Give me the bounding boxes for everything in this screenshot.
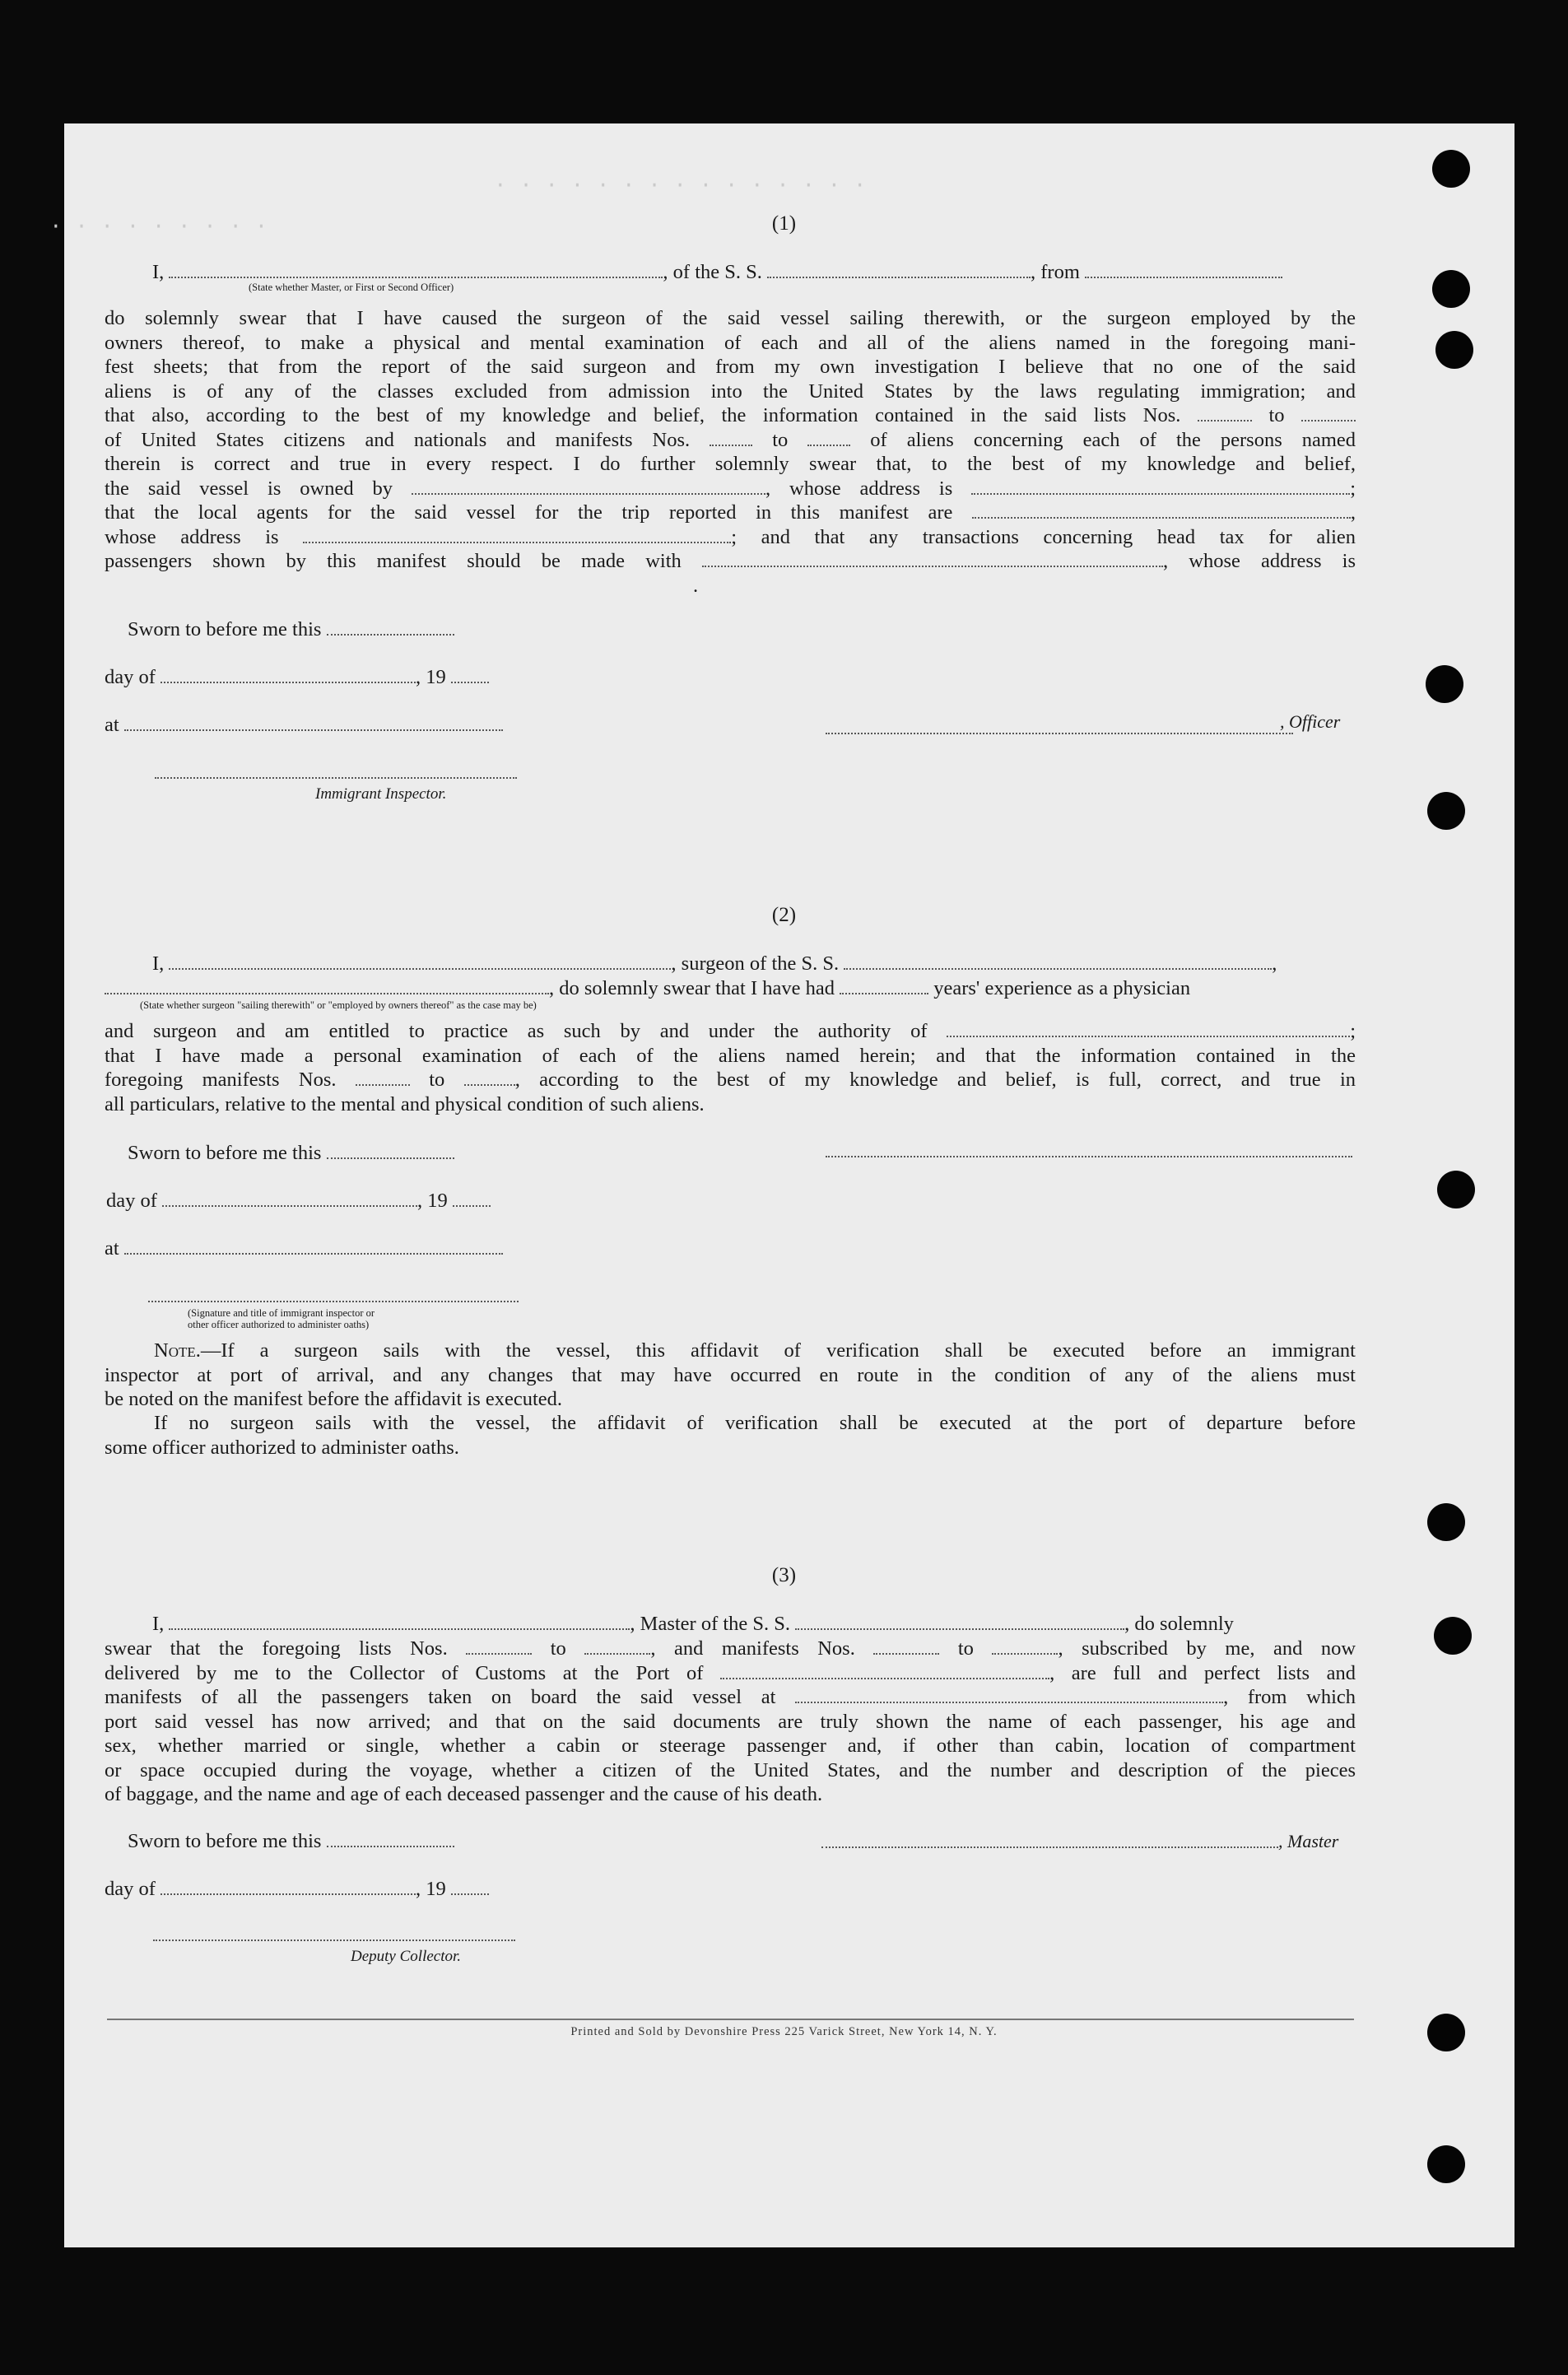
s1-sworn: Sworn to before me this	[128, 617, 454, 642]
section-1-heading: (1)	[771, 212, 797, 235]
s3-line-1: I, , Master of the S. S. , do solemnly	[152, 1613, 1234, 1635]
s3-paragraph: swear that the foregoing lists Nos. to , and manifests Nos. to , subscribed by me, and now delivered by me to the Collector of Customs at the Port of , are full and perfect lists and manifests of all the passengers taken on board the said vessel at , from which port said vessel has now arrived; and that on the said documents are truly shown the name of each passenger, his age and sex, whether married or single, whether a cabin or steerage passenger and, if other than cabin, location of compartment or space occupied during the voyage, whether a citizen of the United States, and the number and description of the pieces of baggage, and the name and age of each deceased passenger and the cause of his death.	[105, 1637, 1356, 1805]
inspector-signature-line	[148, 1301, 519, 1302]
s2-line-2: , do solemnly swear that I have had years' experience as a physician	[105, 976, 1190, 1001]
s1-day-of: day of , 19	[105, 665, 489, 690]
signature-note-2: other officer authorized to administer oaths)	[188, 1319, 370, 1330]
s2-at: at	[105, 1236, 503, 1261]
section-2-heading: (2)	[771, 904, 797, 926]
bleed-through-text: · · · · · · · · ·	[49, 214, 268, 239]
s2-day-of: day of , 19	[106, 1189, 491, 1213]
printer-credit: Printed and Sold by Devonshire Press 225 Varick Street, New York 14, N. Y.	[570, 2025, 998, 2038]
section-3-heading: (3)	[771, 1564, 797, 1586]
collector-label: Deputy Collector.	[351, 1948, 462, 1965]
punch-hole	[1427, 1503, 1465, 1541]
punch-hole	[1434, 1617, 1472, 1655]
punch-hole	[1426, 665, 1463, 703]
s2-sworn: Sworn to before me this	[128, 1141, 454, 1166]
punch-hole	[1432, 150, 1470, 188]
s3-day-of: day of , 19	[105, 1877, 489, 1902]
surgeon-signature-line	[826, 1156, 1352, 1157]
inspector-label: Immigrant Inspector.	[315, 785, 447, 803]
s2-line-1: I, , surgeon of the S. S. ,	[152, 952, 1277, 975]
punch-hole	[1427, 2145, 1465, 2183]
master-label: , Master	[1278, 1831, 1339, 1851]
master-signature-line	[821, 1846, 1278, 1848]
s1-at: at	[105, 713, 503, 738]
collector-signature-line	[153, 1940, 515, 1941]
s2-role-hint: (State whether surgeon "sailing therewith" or "employed by owners thereof" as the case may be)	[140, 999, 537, 1011]
s3-sworn: Sworn to before me this	[128, 1829, 454, 1854]
footer-rule	[107, 2019, 1354, 2020]
note-label: Note.	[154, 1339, 201, 1362]
note-paragraph: Note.—If a surgeon sails with the vessel, this affidavit of verification shall be executed before an immigrant inspector at port of arrival, and any changes that may have occurred en route in the condition of any of the aliens must be noted on the manifest before the affidavit is executed.	[105, 1339, 1356, 1410]
officer-signature-line	[826, 733, 1293, 734]
inspector-signature-line	[155, 777, 517, 779]
punch-hole	[1432, 270, 1470, 308]
note-paragraph-2: If no surgeon sails with the vessel, the affidavit of verification shall be executed at the port of departure before some officer authorized to administer oaths.	[105, 1412, 1356, 1459]
punch-hole	[1427, 792, 1465, 830]
punch-hole	[1437, 1171, 1475, 1208]
s1-paragraph: do solemnly swear that I have caused the surgeon of the said vessel sailing therewith, or the surgeon employed by the owners thereof, to make a physical and mental examination of each and all of the aliens named in the foregoing mani- fest sheets; that from the report of the said surgeon and from my own investigation I believe that no one of the said aliens is of any of the classes excluded from admission into the United States by the laws regulating immigration; and that also, according to the best of my knowledge and belief, the information contained in the said lists Nos. to of United States citizens and nationals and manifests Nos. to of aliens concerning each of the persons named therein is correct and true in every respect. I do further solemnly swear that, to the best of my knowledge and belief, the said vessel is owned by , whose address is ; that the local agents for the said vessel for the trip reported in this manifest are , whose address is ; and that any transactions concerning head tax for alien passengers shown by this manifest should be made with , whose address is .	[105, 307, 1356, 597]
punch-hole	[1435, 331, 1473, 369]
s2-paragraph: and surgeon and am entitled to practice as such by and under the authority of ; that I have made a personal examination of each of the aliens named herein; and that the information contained in the foregoing manifests Nos. to , according to the best of my knowledge and belief, is full, correct, and true in all particulars, relative to the mental and physical condition of such aliens.	[105, 1020, 1356, 1115]
bleed-through-text: · · · · · · · · · · · · · · ·	[494, 173, 867, 198]
s1-line-1: I, , of the S. S. , from	[152, 260, 1282, 285]
signature-note-1: (Signature and title of immigrant inspector or	[188, 1307, 375, 1319]
officer-label: , Officer	[1280, 711, 1341, 732]
s1-role-hint: (State whether Master, or First or Second Officer)	[249, 282, 454, 293]
